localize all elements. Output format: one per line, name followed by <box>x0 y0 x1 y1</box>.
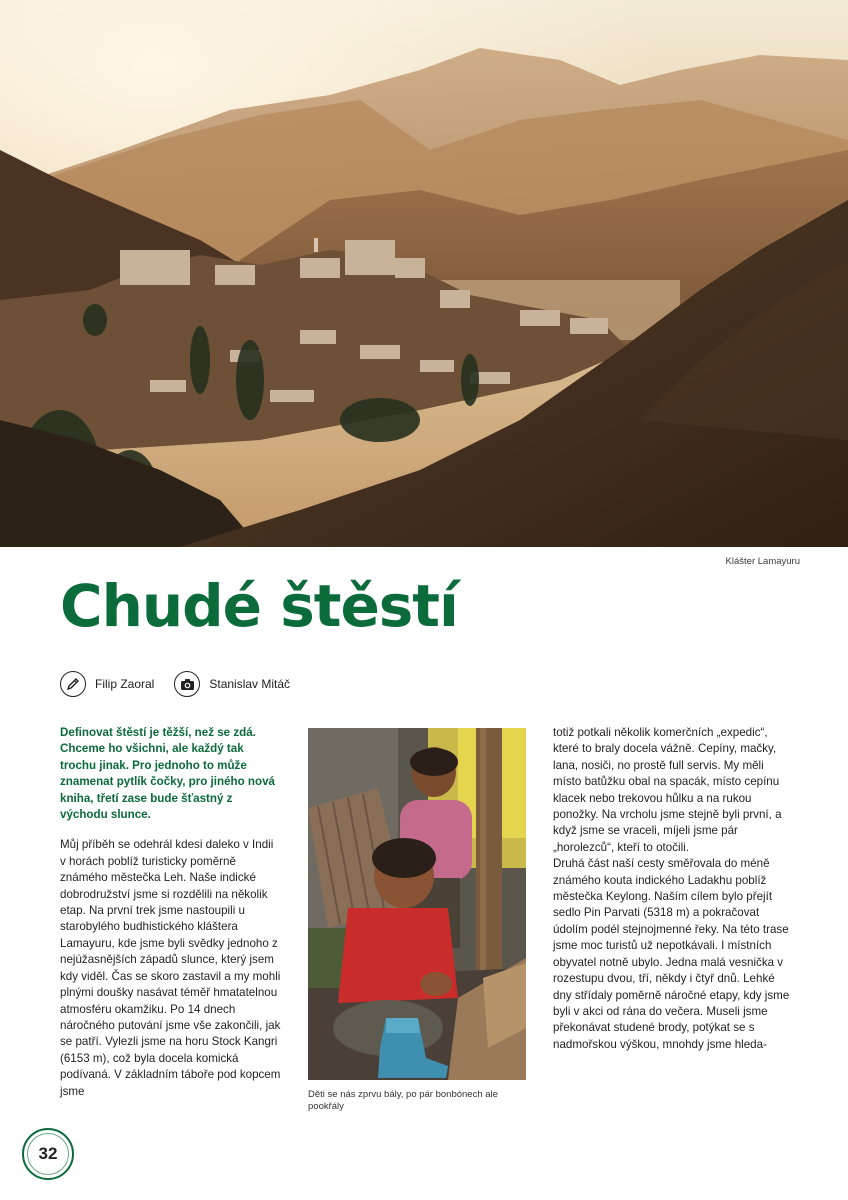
credits <box>60 670 310 698</box>
pen-icon <box>60 671 86 697</box>
photographer-name: Stanislav Mitáč <box>209 677 291 691</box>
column-3-paragraph-2: Druhá část naší cesty směřovala do méně známého kouta indického Ladakhu poblíž městečka Keylong. Naším cílem bylo přejít sedlo Pin Parvati (5318 m) a pokračovat údolím podél stejnojmenné řeky. Na této trase jsme moc turistů už nepotkávali. I místních obyvatel notně ubylo. Jedna malá vesnička v rozestupu dvou, tří, někdy i čtyř dnů. Lehké dny střídaly poměrně náročné etapy, kdy jsme byli v akci od rána do večera. Museli jsme překonávat studené brody, potýkat se s nadmořskou výškou, mnohdy jsme hleda- <box>553 857 790 1051</box>
column-1 <box>60 725 282 1100</box>
author-name: Filip Zaoral <box>95 677 155 691</box>
page-number: 32 <box>27 1133 69 1175</box>
children-image <box>308 728 526 1080</box>
column-3-paragraph-1: totiž potkali několik komerčních „expedic“, které to braly docela vážně. Cepíny, mačky, lana, nosiči, no prostě full servis. My měli místo batůžku obal na spacák, místo cepínu klacek nebo trekovou hůlku a na rukou ponožky. Na vrcholu jsme stejně byli první, a když jsme se vraceli, míjeli jsme pár „horolezců“, kteří to otočili. <box>553 726 782 854</box>
children-photo-caption: Děti se nás zprvu bály, po pár bonbónech ale pookřály <box>308 1089 498 1112</box>
article-lead: Definovat štěstí je těžší, než se zdá. Chceme ho všichni, ale každý tak trochu jinak. Pro jednoho to může znamenat pytlík čočky, pro jiného nová kniha, třetí zase bude šťastný z východu slunce. <box>60 726 275 822</box>
children-photo <box>308 728 526 1080</box>
column-3 <box>553 725 790 1053</box>
camera-icon <box>174 671 200 697</box>
page-number-badge <box>22 1128 74 1180</box>
column-1-body: Můj příběh se odehrál kdesi daleko v Indii v horách poblíž turisticky poměrně známého městečka Leh. Naše indické dobrodružství jsme si rozdělili na několik etap. Na první trek jsme nastoupili u starobylého budhistického kláštera Lamayuru, kde jsme byli svědky jednoho z nejúžasnějších západů slunce, který jsem kdy viděl. Čas se skoro zastavil a my mohli plnými doušky nasávat téměř hmatatelnou atmosféru okamžiku. Po 14 dnech náročného putování jsme vše zakončili, jak se patří. Vylezli jsme na horu Stock Kangri (6153 m), což byla docela komická podívaná. V základním táboře pod kopcem jsme <box>60 838 281 1098</box>
monastery-landscape-image <box>0 0 848 547</box>
hero-photo <box>0 0 848 547</box>
author-credit <box>60 671 154 697</box>
photographer-credit <box>174 671 290 697</box>
article-title: Chudé štěstí <box>60 572 458 640</box>
hero-caption: Klášter Lamayuru <box>725 556 800 567</box>
